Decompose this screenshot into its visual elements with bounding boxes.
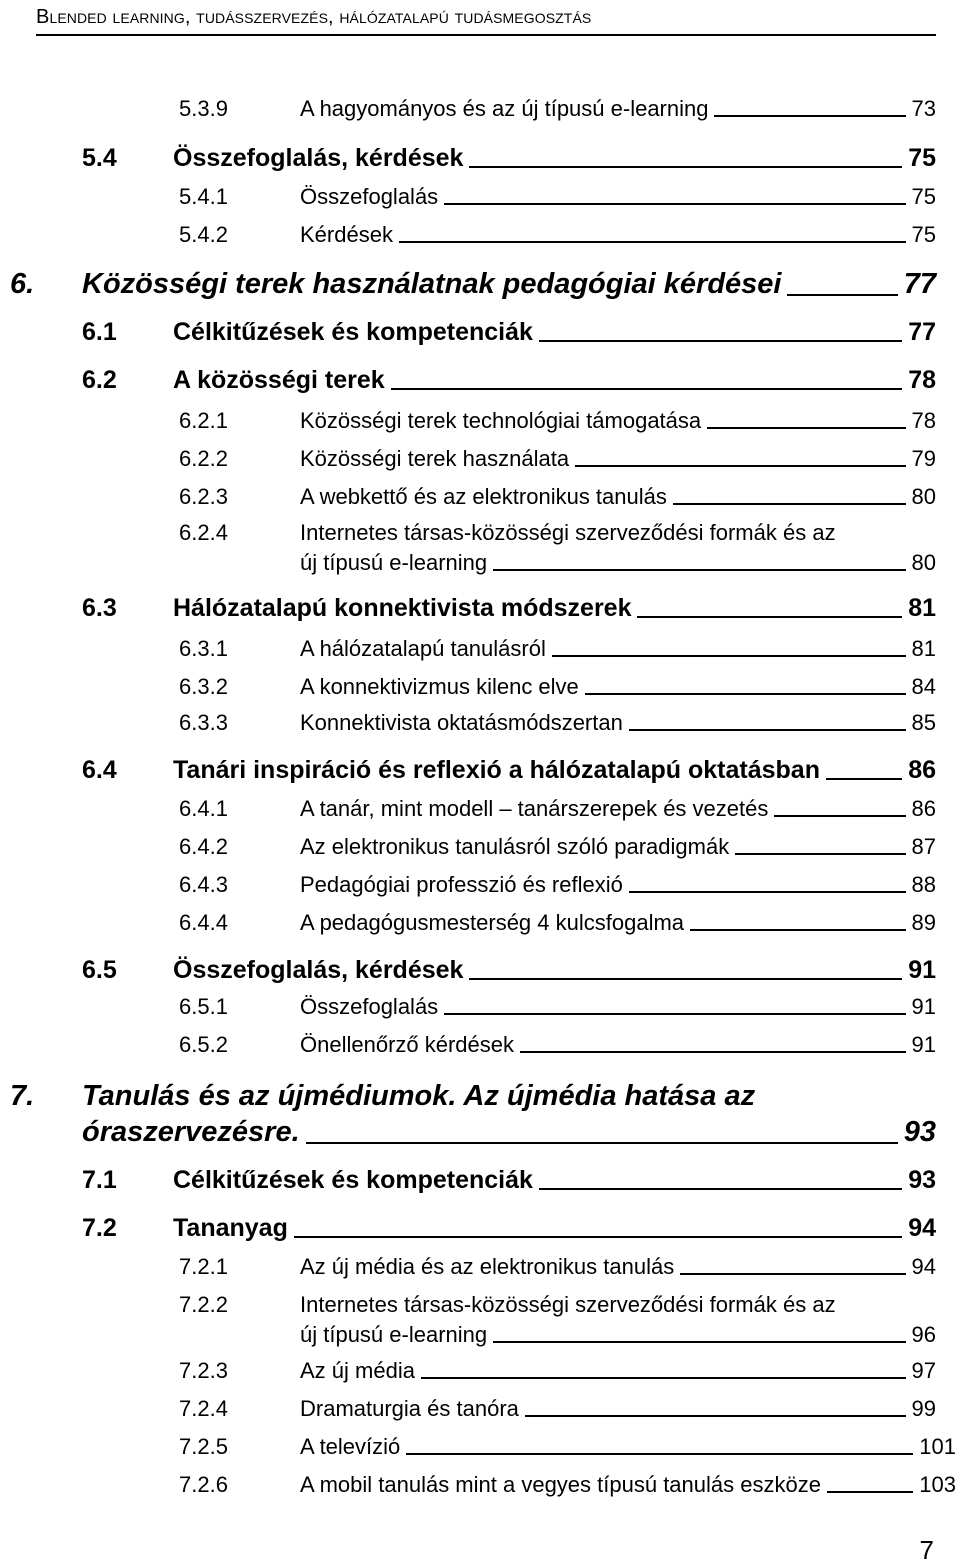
toc-page-number: 93 xyxy=(903,1116,936,1148)
toc-entry[interactable] xyxy=(300,550,936,576)
toc-leader-line xyxy=(735,853,905,855)
toc-entry-number: 6.3.2 xyxy=(179,674,228,699)
toc-leader-line xyxy=(469,978,902,980)
toc-page-number: 89 xyxy=(911,910,936,935)
toc-entry-number: 7. xyxy=(10,1080,35,1112)
toc-entry-number: 6.5.2 xyxy=(179,1032,228,1057)
toc-entry-title: Pedagógiai professzió és reflexió xyxy=(300,872,623,897)
toc-entry[interactable] xyxy=(300,408,936,434)
toc-entry[interactable] xyxy=(300,484,936,510)
toc-leader-line xyxy=(787,294,897,296)
toc-page-number: 93 xyxy=(908,1166,936,1194)
toc-entry-title[interactable]: Internetes társas-közösségi szerveződési formák és az xyxy=(300,520,836,545)
toc-entry-number: 6.1 xyxy=(82,318,117,346)
toc-page-number: 79 xyxy=(911,446,936,471)
toc-page-number: 96 xyxy=(911,1322,936,1347)
toc-entry-title[interactable]: Tanulás és az újmédiumok. Az újmédia hatása az xyxy=(82,1080,756,1112)
toc-page-number: 86 xyxy=(908,756,936,784)
toc-entry-number: 6.3.3 xyxy=(179,710,228,735)
toc-leader-line xyxy=(294,1236,902,1238)
toc-entry[interactable] xyxy=(300,1254,936,1280)
toc-entry-title: Dramaturgia és tanóra xyxy=(300,1396,519,1421)
toc-entry-number: 6.3.1 xyxy=(179,636,228,661)
toc-leader-line xyxy=(552,655,906,657)
toc-entry-title: Tananyag xyxy=(173,1214,288,1242)
toc-entry-number: 7.2 xyxy=(82,1214,117,1242)
toc-entry-title: A tanár, mint modell – tanárszerepek és vezetés xyxy=(300,796,769,821)
toc-leader-line xyxy=(520,1051,906,1053)
toc-page-number: 80 xyxy=(911,484,936,509)
toc-entry[interactable] xyxy=(300,184,936,210)
toc-entry-number: 5.4.2 xyxy=(179,222,228,247)
toc-entry-number: 7.2.1 xyxy=(179,1254,228,1279)
toc-page-number: 86 xyxy=(911,796,936,821)
toc-leader-line xyxy=(539,340,902,342)
toc-entry[interactable] xyxy=(300,1322,936,1348)
toc-leader-line xyxy=(714,115,905,117)
running-header-title: Blended learning, tudásszervezés, hálózatalapú tudásmegosztás xyxy=(36,6,592,28)
toc-leader-line xyxy=(774,815,905,817)
toc-entry-title: Az elektronikus tanulásról szóló paradigmák xyxy=(300,834,730,859)
toc-entry-title: Közösségi terek technológiai támogatása xyxy=(300,408,702,433)
toc-entry[interactable] xyxy=(300,636,936,662)
toc-entry[interactable] xyxy=(173,594,936,623)
toc-page-number: 75 xyxy=(908,144,936,172)
toc-leader-line xyxy=(525,1415,906,1417)
toc-entry-number: 6.3 xyxy=(82,594,117,622)
toc-entry[interactable] xyxy=(300,710,936,736)
toc-leader-line xyxy=(673,503,906,505)
toc-leader-line xyxy=(680,1273,905,1275)
toc-leader-line xyxy=(469,166,902,168)
toc-entry-title: Összefoglalás xyxy=(300,994,439,1019)
toc-entry[interactable] xyxy=(300,1358,936,1384)
toc-leader-line xyxy=(444,1013,905,1015)
toc-entry-title: A közösségi terek xyxy=(173,366,385,394)
toc-entry[interactable] xyxy=(300,994,936,1020)
toc-entry-title: A hagyományos és az új típusú e-learning xyxy=(300,96,709,121)
toc-leader-line xyxy=(399,241,906,243)
toc-entry-title: Önellenőrző kérdések xyxy=(300,1032,515,1057)
toc-entry-number: 6.4.3 xyxy=(179,872,228,897)
toc-entry-number: 6.4 xyxy=(82,756,117,784)
toc-entry-title: Az új média és az elektronikus tanulás xyxy=(300,1254,675,1279)
page-number: 7 xyxy=(919,1535,934,1565)
toc-entry-title-continued: óraszervezésre. xyxy=(82,1116,300,1148)
toc-entry-title[interactable]: Internetes társas-közösségi szerveződési formák és az xyxy=(300,1292,836,1317)
toc-leader-line xyxy=(539,1188,902,1190)
toc-entry-number: 6.5.1 xyxy=(179,994,228,1019)
toc-page-number: 97 xyxy=(911,1358,936,1383)
toc-entry-number: 6.2 xyxy=(82,366,117,394)
toc-entry[interactable] xyxy=(300,834,936,860)
toc-page-number: 91 xyxy=(911,994,936,1019)
toc-entry-title: Közösségi terek használatnak pedagógiai kérdései xyxy=(82,268,782,300)
toc-entry-title: Összefoglalás, kérdések xyxy=(173,956,464,984)
toc-entry-number: 7.2.3 xyxy=(179,1358,228,1383)
toc-entry-title: A pedagógusmesterség 4 kulcsfogalma xyxy=(300,910,685,935)
toc-page-number: 84 xyxy=(911,674,936,699)
toc-entry[interactable] xyxy=(300,222,936,248)
toc-entry-number: 6.2.4 xyxy=(179,520,228,545)
toc-leader-line xyxy=(585,693,906,695)
toc-page-number: 103 xyxy=(919,1472,956,1497)
toc-entry-title: Tanári inspiráció és reflexió a hálózatalapú oktatásban xyxy=(173,756,820,784)
toc-leader-line xyxy=(690,929,906,931)
toc-page-number: 81 xyxy=(908,594,936,622)
toc-page-number: 94 xyxy=(908,1214,936,1242)
toc-entry[interactable] xyxy=(82,1116,936,1149)
toc-leader-line xyxy=(575,465,905,467)
toc-entry[interactable] xyxy=(300,96,936,122)
toc-entry[interactable] xyxy=(300,910,936,936)
toc-entry-title: Konnektivista oktatásmódszertan xyxy=(300,710,623,735)
toc-page-number: 80 xyxy=(911,550,936,575)
toc-entry-title: Kérdések xyxy=(300,222,393,247)
toc-entry[interactable] xyxy=(300,446,936,472)
toc-entry-number: 7.2.4 xyxy=(179,1396,228,1421)
toc-entry-number: 6. xyxy=(10,268,35,300)
toc-entry-title: A konnektivizmus kilenc elve xyxy=(300,674,579,699)
toc-leader-line xyxy=(707,427,905,429)
toc-entry-title: Az új média xyxy=(300,1358,415,1383)
toc-leader-line xyxy=(391,388,903,390)
toc-leader-line xyxy=(421,1377,906,1379)
toc-entry-number: 5.3.9 xyxy=(179,96,228,121)
toc-page-number: 78 xyxy=(908,366,936,394)
toc-entry-number: 7.2.2 xyxy=(179,1292,228,1317)
toc-entry-number: 7.2.6 xyxy=(179,1472,228,1497)
toc-entry-title: A hálózatalapú tanulásról xyxy=(300,636,546,661)
toc-entry[interactable] xyxy=(300,1396,936,1422)
toc-leader-line xyxy=(637,616,902,618)
toc-entry-number: 6.4.4 xyxy=(179,910,228,935)
toc-entry[interactable] xyxy=(173,318,936,347)
toc-entry-title: Összefoglalás xyxy=(300,184,439,209)
toc-entry[interactable] xyxy=(173,956,936,985)
toc-page-number: 77 xyxy=(908,318,936,346)
toc-page-number: 101 xyxy=(919,1434,956,1459)
toc-entry-title-continued: új típusú e-learning xyxy=(300,1322,488,1347)
toc-page-number: 73 xyxy=(911,96,936,121)
toc-entry-number: 5.4 xyxy=(82,144,117,172)
toc-leader-line xyxy=(306,1142,898,1144)
toc-entry-number: 6.2.2 xyxy=(179,446,228,471)
toc-entry-title: Összefoglalás, kérdések xyxy=(173,144,464,172)
toc-page-number: 85 xyxy=(911,710,936,735)
toc-page-number: 81 xyxy=(911,636,936,661)
toc-entry-number: 6.4.2 xyxy=(179,834,228,859)
toc-page-number: 75 xyxy=(911,222,936,247)
toc-page-number: 91 xyxy=(911,1032,936,1057)
toc-page-number: 91 xyxy=(908,956,936,984)
toc-page-number: 87 xyxy=(911,834,936,859)
toc-entry[interactable] xyxy=(173,1166,936,1195)
toc-entry-title: Hálózatalapú konnektivista módszerek xyxy=(173,594,632,622)
toc-entry[interactable] xyxy=(173,1214,936,1243)
toc-entry-title: Célkitűzések és kompetenciák xyxy=(173,318,533,346)
toc-entry[interactable] xyxy=(173,756,936,785)
toc-leader-line xyxy=(826,778,902,780)
toc-entry-number: 5.4.1 xyxy=(179,184,228,209)
toc-page-number: 78 xyxy=(911,408,936,433)
toc-entry[interactable] xyxy=(300,1434,956,1460)
toc-entry[interactable] xyxy=(300,796,936,822)
toc-page-number: 88 xyxy=(911,872,936,897)
toc-entry-title-continued: új típusú e-learning xyxy=(300,550,488,575)
toc-leader-line xyxy=(827,1491,913,1493)
toc-entry[interactable] xyxy=(82,268,936,301)
toc-entry[interactable] xyxy=(300,1032,936,1058)
toc-entry[interactable] xyxy=(300,1472,956,1498)
toc-leader-line xyxy=(493,1341,905,1343)
toc-entry[interactable] xyxy=(173,366,936,395)
toc-entry-number: 6.2.1 xyxy=(179,408,228,433)
toc-entry-title: A mobil tanulás mint a vegyes típusú tanulás eszköze xyxy=(300,1472,821,1497)
toc-page-number: 77 xyxy=(903,268,936,300)
toc-leader-line xyxy=(629,891,906,893)
toc-entry-number: 7.2.5 xyxy=(179,1434,228,1459)
toc-entry[interactable] xyxy=(173,144,936,173)
toc-entry-title: Célkitűzések és kompetenciák xyxy=(173,1166,533,1194)
toc-entry-title: A televízió xyxy=(300,1434,401,1459)
toc-entry-title: Közösségi terek használata xyxy=(300,446,570,471)
toc-entry[interactable] xyxy=(300,872,936,898)
toc-entry-number: 6.2.3 xyxy=(179,484,228,509)
toc-leader-line xyxy=(444,203,905,205)
toc-entry-title: A webkettő és az elektronikus tanulás xyxy=(300,484,667,509)
toc-page-number: 99 xyxy=(911,1396,936,1421)
toc-entry[interactable] xyxy=(300,674,936,700)
toc-entry-number: 6.4.1 xyxy=(179,796,228,821)
toc-page-number: 94 xyxy=(911,1254,936,1279)
toc-leader-line xyxy=(406,1453,913,1455)
toc-leader-line xyxy=(629,729,906,731)
toc-entry-number: 6.5 xyxy=(82,956,117,984)
toc-entry-number: 7.1 xyxy=(82,1166,117,1194)
toc-page-number: 75 xyxy=(911,184,936,209)
toc-leader-line xyxy=(493,569,905,571)
